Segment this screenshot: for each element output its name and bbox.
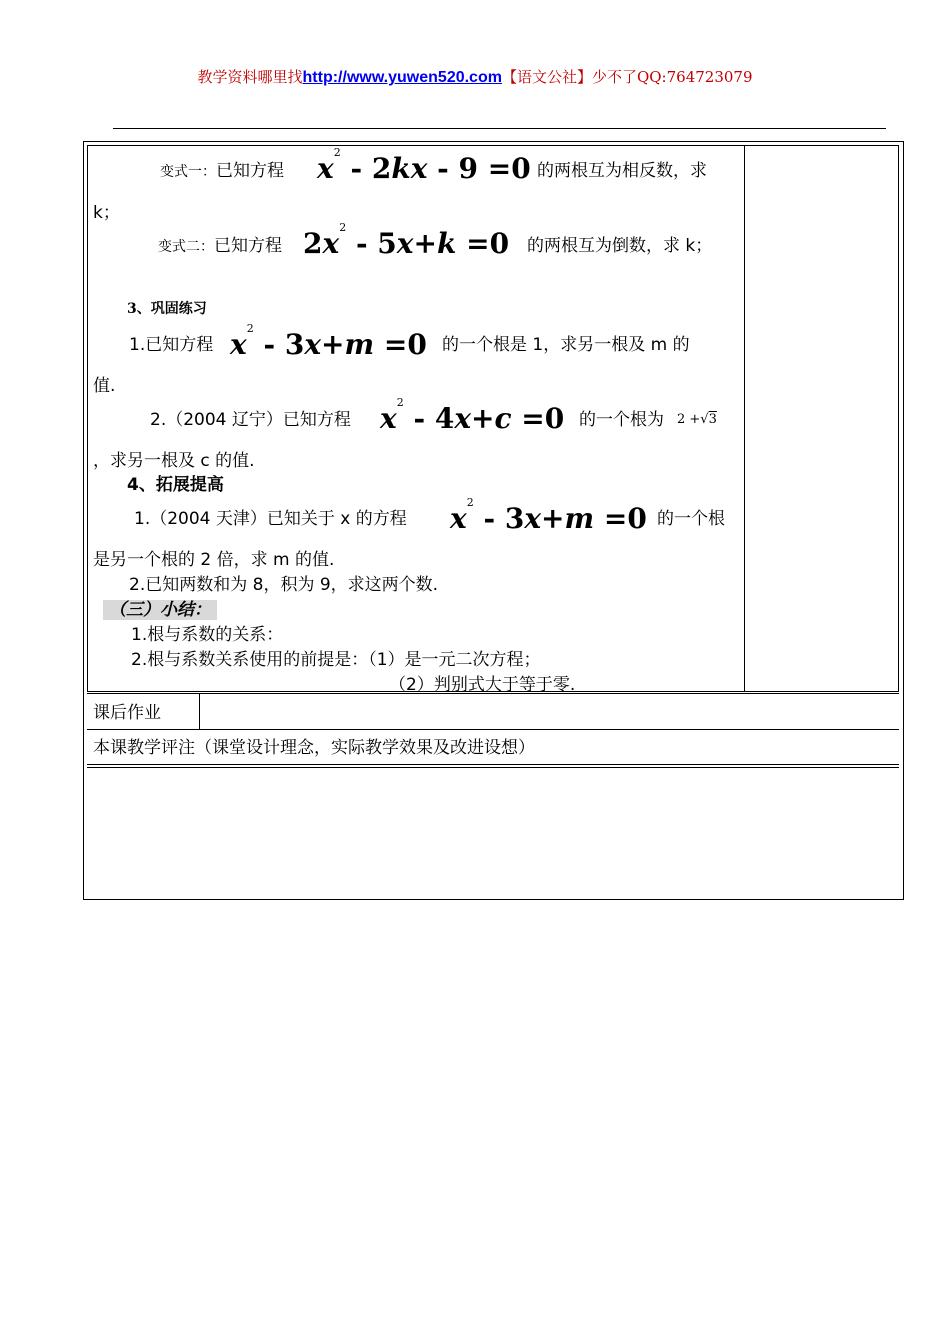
- variant1-text-before: 已知方程: [216, 161, 284, 181]
- row-divider-2: [87, 729, 899, 730]
- summary-item-2: 2.根与系数关系使用的前提是：（1）是一元二次方程；: [131, 650, 541, 670]
- homework-label: 课后作业: [93, 703, 161, 723]
- section3-q2-text-wrap: ，求另一根及 c 的值.: [93, 451, 255, 471]
- page-header: [0, 66, 950, 87]
- variant2-text-before: 已知方程: [214, 236, 282, 256]
- lesson-table: [83, 141, 904, 900]
- section3-q1-text-after: 的一个根是 1，求另一根及 m 的: [442, 335, 690, 355]
- section3-q2-equation: $x^2 - 4x+c =0$: [380, 396, 565, 435]
- header-link[interactable]: http://www.yuwen520.com: [302, 69, 502, 86]
- variant1-label: 变式一：: [160, 164, 216, 180]
- summary-title: （三）小结：: [103, 595, 217, 620]
- header-prefix: 教学资料哪里找: [197, 68, 303, 86]
- variant2-equation: $2x^2 - 5x+k =0$: [303, 221, 510, 260]
- section4-q1-equation: $x^2 - 3x+m =0$: [450, 496, 647, 535]
- section3-q2-text-after: 的一个根为: [579, 410, 664, 430]
- row-divider-3: [87, 764, 899, 765]
- section4-q1-text-after: 的一个根: [657, 509, 725, 529]
- section4-q1-text-before: 1.（2004 天津）已知关于 x 的方程: [134, 509, 407, 529]
- variant1-text-after: 的两根互为相反数，求: [537, 161, 707, 181]
- section3-q2-text-before: 2.（2004 辽宁）已知方程: [150, 410, 351, 430]
- section4-title: 4、拓展提高: [127, 475, 224, 495]
- section3-q2-root: 2 +√3: [677, 412, 717, 427]
- section3-title: 3、巩固练习: [127, 301, 207, 317]
- variant1-equation: $x^2 - 2kx - 9 =0$: [317, 146, 531, 185]
- variant1-text-wrap: k；: [93, 203, 120, 223]
- section4-q1-text-wrap: 是另一个根的 2 倍，求 m 的值.: [93, 550, 335, 570]
- section3-q1-text-before: 1.已知方程: [129, 335, 214, 355]
- variant1-line: [160, 156, 284, 181]
- variant2-text-after: 的两根互为倒数，求 k；: [527, 236, 713, 256]
- header-suffix: 【语文公社】少不了QQ:764723079: [501, 68, 753, 86]
- row-divider-3b: [87, 767, 899, 768]
- section3-q1-equation: $x^2 - 3x+m =0$: [230, 322, 427, 361]
- summary-item-3: （2）判别式大于等于零.: [389, 675, 576, 695]
- variant2-line: [158, 231, 282, 256]
- summary-item-1: 1.根与系数的关系：: [131, 625, 284, 645]
- section3-q1-text-wrap: 值.: [93, 376, 116, 396]
- variant2-label: 变式二：: [158, 239, 214, 255]
- column-divider: [744, 145, 745, 692]
- evaluation-label: 本课教学评注（课堂设计理念，实际教学效果及改进设想）: [93, 738, 535, 758]
- header-rule: [113, 128, 886, 129]
- section4-q2: 2.已知两数和为 8，积为 9，求这两个数.: [129, 575, 439, 595]
- homework-divider: [199, 693, 200, 729]
